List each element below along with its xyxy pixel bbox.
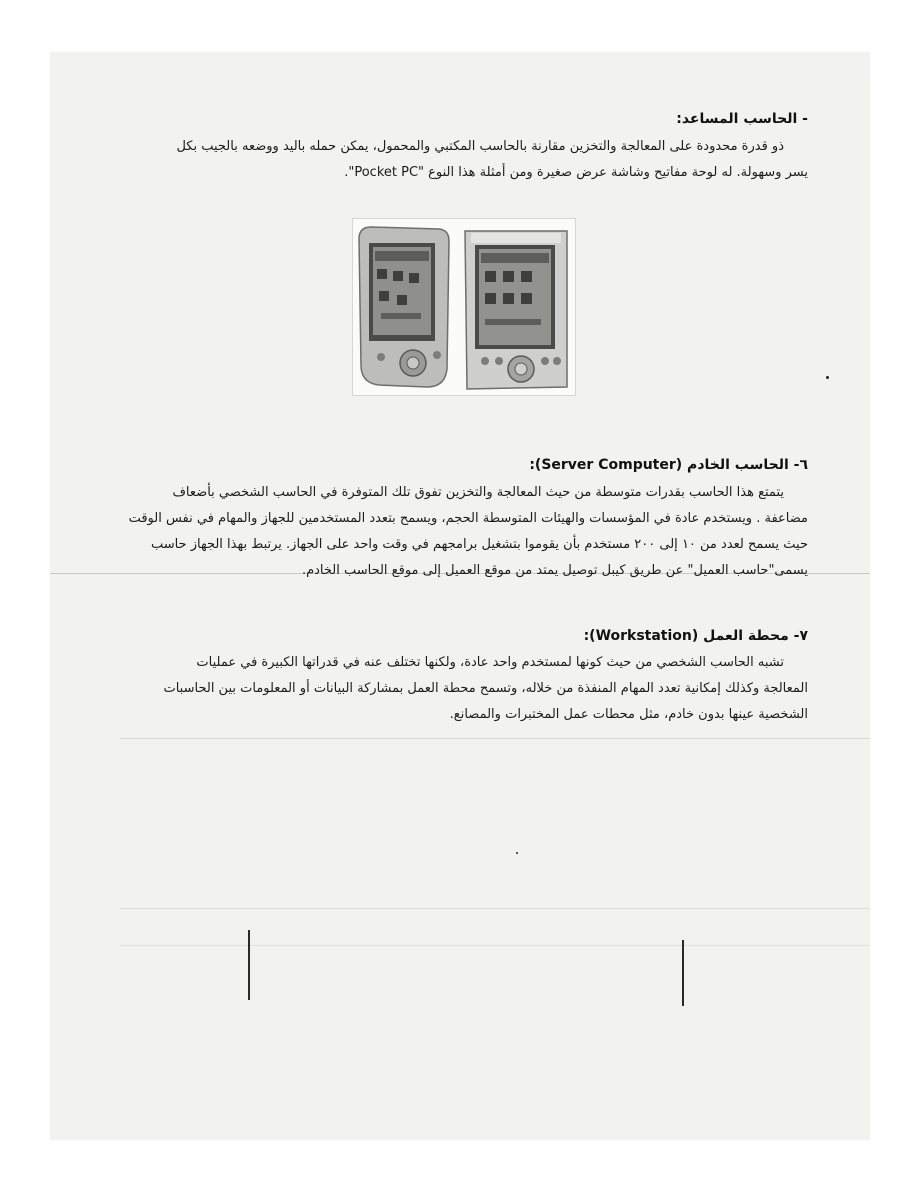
- section-workstation: [108, 622, 808, 728]
- section-heading-server: ٦- الحاسب الخادم (Server Computer):: [529, 457, 808, 473]
- pocket-pc-photo: [352, 218, 576, 396]
- section-server-computer: [108, 450, 808, 584]
- scanned-page: [50, 52, 870, 1140]
- pocket-pc-devices-illustration: [353, 219, 575, 395]
- paragraph-server: [108, 480, 808, 584]
- paragraph-line: مضاعفة . ويستخدم عادة في المؤسسات والهيئات المتوسطة الحجم، ويسمح بتعدد المستخدمين للجهاز والمهام في نفس الوقت: [128, 511, 808, 526]
- paragraph-line: يتمتع هذا الحاسب بقدرات متوسطة من حيث المعالجة والتخزين تفوق تلك المتوفرة في الحاسب الشخصي بأضعاف: [172, 485, 784, 500]
- paragraph-line: يسمى"حاسب العميل" عن طريق كيبل توصيل يمتد من موقع العميل إلى موقع الحاسب الخادم.: [301, 563, 808, 578]
- section-pda: [108, 104, 808, 186]
- scan-artifact-line: [120, 945, 870, 946]
- pen-mark-left: [248, 930, 250, 1000]
- paragraph-line: الشخصية عينها بدون خادم، مثل محطات عمل المختبرات والمصانع.: [449, 707, 808, 722]
- scan-dot: [516, 852, 518, 854]
- paragraph-line: حيث يسمح لعدد من ١٠ إلى ٢٠٠ مستخدم بأن يقوموا بتشغيل برامجهم في وقت واحد على الجهاز. يرتبط بهذا الجهاز حاسب: [150, 537, 808, 552]
- paragraph-workstation: [108, 650, 808, 728]
- section-heading-workstation: ٧- محطة العمل (Workstation):: [583, 628, 808, 644]
- scan-artifact-line: [120, 908, 870, 909]
- pocket-pc-device-right: [465, 231, 567, 389]
- pen-mark-right: [682, 940, 684, 1006]
- section-heading-pda: - الحاسب المساعد:: [676, 111, 808, 127]
- scan-artifact-line: [120, 738, 870, 739]
- paragraph-pda: [108, 134, 808, 186]
- pocket-pc-device-left: [359, 227, 449, 387]
- paragraph-line: يسر وسهولة. له لوحة مفاتيح وشاشة عرض صغيرة ومن أمثلة هذا النوع "Pocket PC".: [344, 165, 808, 180]
- paragraph-line: تشبه الحاسب الشخصي من حيث كونها لمستخدم واحد عادة، ولكنها تختلف عنه في قدراتها الكبيرة في عمليات: [196, 655, 784, 670]
- scan-dot: [826, 376, 829, 379]
- paragraph-line: المعالجة وكذلك إمكانية تعدد المهام المنفذة من خلاله، وتسمح محطة العمل بمشاركة البيانات أو المعلومات بين الحاسبات: [163, 681, 808, 696]
- paragraph-line: ذو قدرة محدودة على المعالجة والتخزين مقارنة بالحاسب المكتبي والمحمول، يمكن حمله باليد ووضعه بالجيب بكل: [176, 139, 784, 154]
